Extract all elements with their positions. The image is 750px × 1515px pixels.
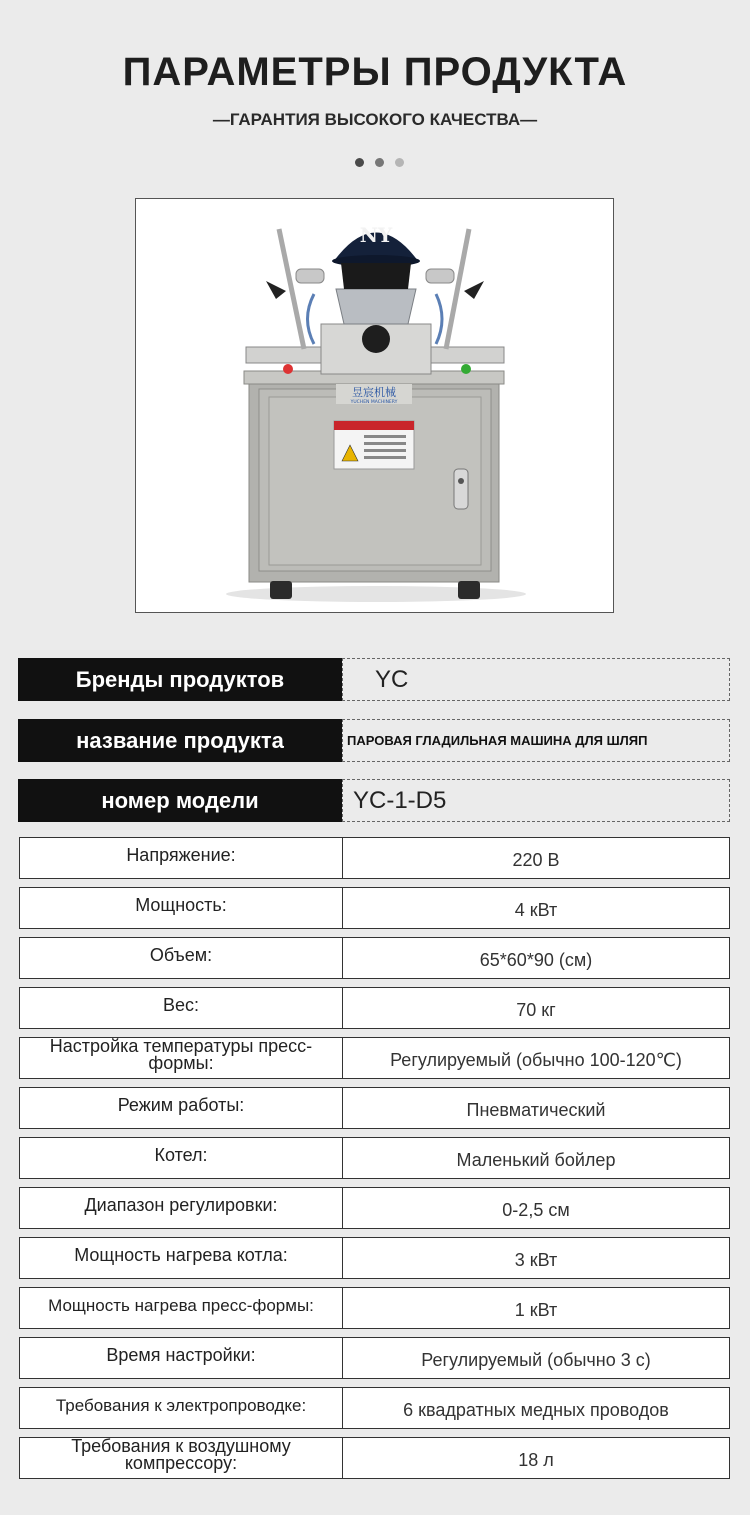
spec-value: Маленький бойлер	[456, 1149, 616, 1170]
spec-row	[19, 1087, 730, 1129]
spec-row	[19, 1387, 730, 1429]
spec-label: Котел:	[20, 1138, 343, 1178]
spec-value: 3 кВт	[514, 1249, 558, 1270]
spec-label: Мощность нагрева котла:	[20, 1238, 343, 1278]
carousel-dot-2[interactable]	[375, 158, 384, 167]
spec-label: Вес:	[20, 988, 343, 1028]
carousel-dot-1[interactable]	[355, 158, 364, 167]
spec-value: 70 кг	[516, 999, 556, 1020]
spec-value: 220 В	[512, 849, 560, 870]
spec-row	[19, 887, 730, 929]
carousel-dots[interactable]	[355, 158, 404, 167]
summary-value: YC-1-D5	[353, 786, 447, 814]
spec-row	[19, 1237, 730, 1279]
spec-label: Напряжение:	[20, 838, 343, 878]
summary-value-box	[342, 658, 730, 701]
spec-label: Мощность нагрева пресс-формы:	[20, 1288, 343, 1328]
cap-logo: NY	[359, 223, 393, 247]
spec-row	[19, 1037, 730, 1079]
summary-row-product-name	[18, 719, 732, 762]
spec-value: 4 кВт	[514, 899, 558, 920]
spec-row	[19, 987, 730, 1029]
summary-row-model	[18, 779, 732, 822]
summary-value: ПАРОВАЯ ГЛАДИЛЬНАЯ МАШИНА ДЛЯ ШЛЯП	[347, 733, 648, 748]
summary-label: название продукта	[18, 719, 342, 762]
page-subtitle: —ГАРАНТИЯ ВЫСОКОГО КАЧЕСТВА—	[212, 110, 538, 129]
summary-label: Бренды продуктов	[18, 658, 342, 701]
product-photo	[135, 198, 614, 613]
spec-row	[19, 1437, 730, 1479]
carousel-dot-3[interactable]	[395, 158, 404, 167]
spec-label: Мощность:	[20, 888, 343, 928]
spec-row	[19, 1137, 730, 1179]
spec-row	[19, 937, 730, 979]
spec-label: Время настройки:	[20, 1338, 343, 1378]
spec-row	[19, 1187, 730, 1229]
machine-brand-plate-sub: YUCHEN MACHINERY	[350, 400, 398, 405]
spec-label: Диапазон регулировки:	[20, 1188, 343, 1228]
spec-value: 65*60*90 (см)	[479, 949, 593, 970]
spec-value: 18 л	[518, 1449, 554, 1470]
spec-value: Регулируемый (обычно 3 с)	[421, 1349, 651, 1370]
spec-value: 6 квадратных медных проводов	[403, 1399, 669, 1420]
spec-row	[19, 837, 730, 879]
spec-row	[19, 1337, 730, 1379]
spec-value: 0-2,5 см	[502, 1199, 570, 1220]
spec-label: Требования к воздушному компрессору:	[20, 1438, 343, 1478]
spec-label: Объем:	[20, 938, 343, 978]
summary-value: YC	[375, 665, 409, 693]
summary-label: номер модели	[18, 779, 342, 822]
spec-label: Режим работы:	[20, 1088, 343, 1128]
spec-value: Пневматический	[466, 1099, 606, 1120]
machine-brand-plate: 昱宸机械	[352, 386, 396, 399]
page-title: ПАРАМЕТРЫ ПРОДУКТА	[122, 50, 628, 94]
spec-row	[19, 1287, 730, 1329]
spec-value: 1 кВт	[514, 1299, 558, 1320]
summary-value-box	[342, 719, 730, 762]
spec-label: Настройка температуры пресс-формы:	[20, 1038, 343, 1078]
spec-value: Регулируемый (обычно 100-120℃)	[390, 1049, 682, 1070]
summary-row-brand	[18, 658, 732, 701]
summary-value-box	[342, 779, 730, 822]
spec-label: Требования к электропроводке:	[20, 1388, 343, 1428]
